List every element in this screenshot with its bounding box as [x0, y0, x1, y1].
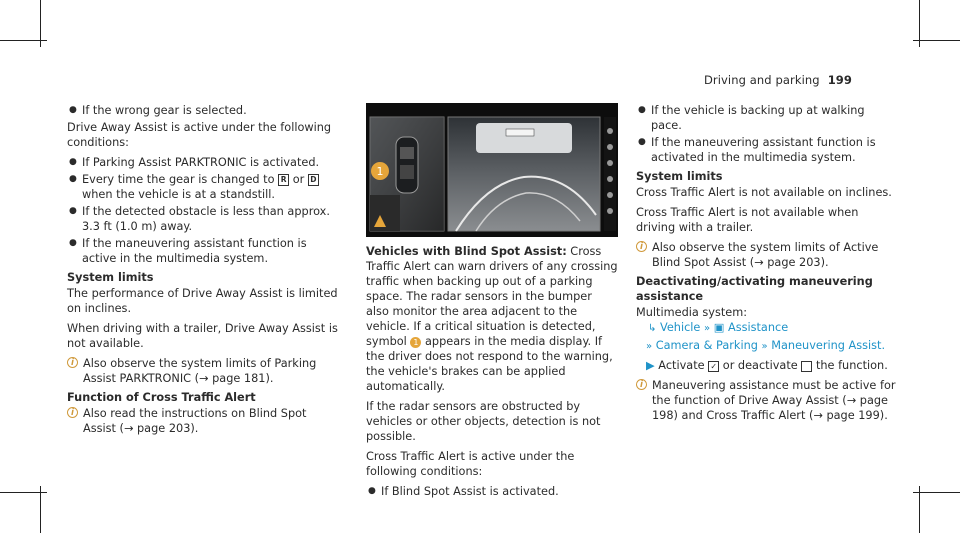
instruction: ▶ Activate ✓ or deactivate the function. — [646, 359, 888, 372]
subheading: Function of Cross Traffic Alert — [67, 391, 256, 404]
subheading: System limits — [67, 271, 154, 284]
subheading: System limits — [636, 170, 723, 183]
crop-mark — [913, 492, 960, 493]
gear-r-icon: R — [278, 174, 289, 186]
list-item: ● If the vehicle is backing up at walking pace. — [638, 104, 865, 132]
paragraph: Cross Traffic Alert is active under the following conditions: — [366, 450, 575, 478]
list-item: ● If the maneuvering assistant function is activated in the multimedia system. — [638, 136, 876, 164]
crop-mark — [0, 492, 47, 493]
menu-path — [636, 338, 896, 354]
gear-d-icon: D — [308, 174, 319, 186]
list-item: ● If Blind Spot Assist is activated. — [368, 485, 559, 498]
note: i Maneuvering assistance must be active for the function of Drive Away Assist (→ page 198) and Cross Traffic Alert (→ page 199). — [636, 378, 896, 423]
column-left — [67, 103, 339, 440]
menu-path — [636, 320, 896, 336]
list-item: ● Every time the gear is changed to R or D when the vehicle is at a standstill. — [67, 172, 339, 202]
callout-1: 1 — [376, 165, 384, 178]
paragraph: If the radar sensors are obstructed by vehicles or other objects, detection is not possible. — [366, 400, 601, 443]
list-item: ● If the detected obstacle is less than approx. 3.3 ft (1.0 m) away. — [69, 205, 330, 233]
running-header — [704, 73, 852, 88]
paragraph: When driving with a trailer, Drive Away Assist is not available. — [67, 322, 338, 350]
crop-mark — [913, 40, 960, 41]
path-item: Maneuvering Assist. — [771, 339, 886, 352]
paragraph: Cross Traffic Alert is not available on inclines. — [636, 186, 892, 199]
info-icon: i — [67, 407, 78, 418]
list-item: ● If the maneuvering assistant function is active in the multimedia system. — [69, 237, 307, 265]
paragraph: Cross Traffic Alert is not available when driving with a trailer. — [636, 206, 859, 234]
paragraph: Multimedia system: — [636, 306, 748, 319]
crop-mark — [0, 40, 47, 41]
play-arrow-icon: ▶ — [646, 359, 655, 372]
column-middle — [366, 244, 618, 501]
path-item: Camera & Parking — [655, 339, 758, 352]
subheading: Deactivating/activating maneuvering assistance — [636, 275, 873, 303]
note: i Also observe the system limits of Parking Assist PARKTRONIC (→ page 181). — [67, 356, 339, 386]
car-icon: ▣ — [713, 321, 725, 334]
page-number: 199 — [827, 73, 852, 87]
info-icon: i — [636, 241, 647, 252]
checkbox-empty-icon — [801, 361, 812, 372]
double-chevron-icon: » — [703, 323, 711, 334]
enter-arrow-icon: ↳ — [648, 323, 657, 334]
column-right — [636, 103, 896, 427]
note: i Also read the instructions on Blind Spot Assist (→ page 203). — [67, 406, 339, 436]
double-chevron-icon: » — [761, 341, 768, 352]
checkbox-checked-icon: ✓ — [708, 361, 719, 372]
info-icon: i — [636, 379, 647, 390]
path-item: Vehicle — [659, 321, 701, 334]
list-item: ● If Parking Assist PARKTRONIC is activated. — [69, 156, 320, 169]
section-title: Driving and parking — [703, 73, 820, 87]
crop-mark — [40, 486, 41, 533]
paragraph: The performance of Drive Away Assist is limited on inclines. — [67, 287, 338, 315]
note: i Also observe the system limits of Active Blind Spot Assist (→ page 203). — [636, 240, 896, 270]
crop-mark — [919, 486, 920, 533]
paragraph: Drive Away Assist is active under the following conditions: — [67, 121, 332, 149]
info-icon: i — [67, 357, 78, 368]
path-item: Assistance — [727, 321, 789, 334]
symbol-1-icon: 1 — [410, 337, 421, 348]
media-display-image — [366, 103, 618, 237]
paragraph: Vehicles with Blind Spot Assist: Cross Traffic Alert can warn drivers of any crossing traffic when backing up out of a parking space. The radar sensors in the bumper also monitor the area adjacent to the vehicle. If a critical situation is detected, symbol 1 appears in the media display. If the driver does not respond to the warning, the vehicle's brakes can be applied automatically. — [366, 245, 618, 393]
list-item: ● If the wrong gear is selected. — [69, 104, 247, 117]
double-chevron-icon: » — [646, 341, 653, 352]
